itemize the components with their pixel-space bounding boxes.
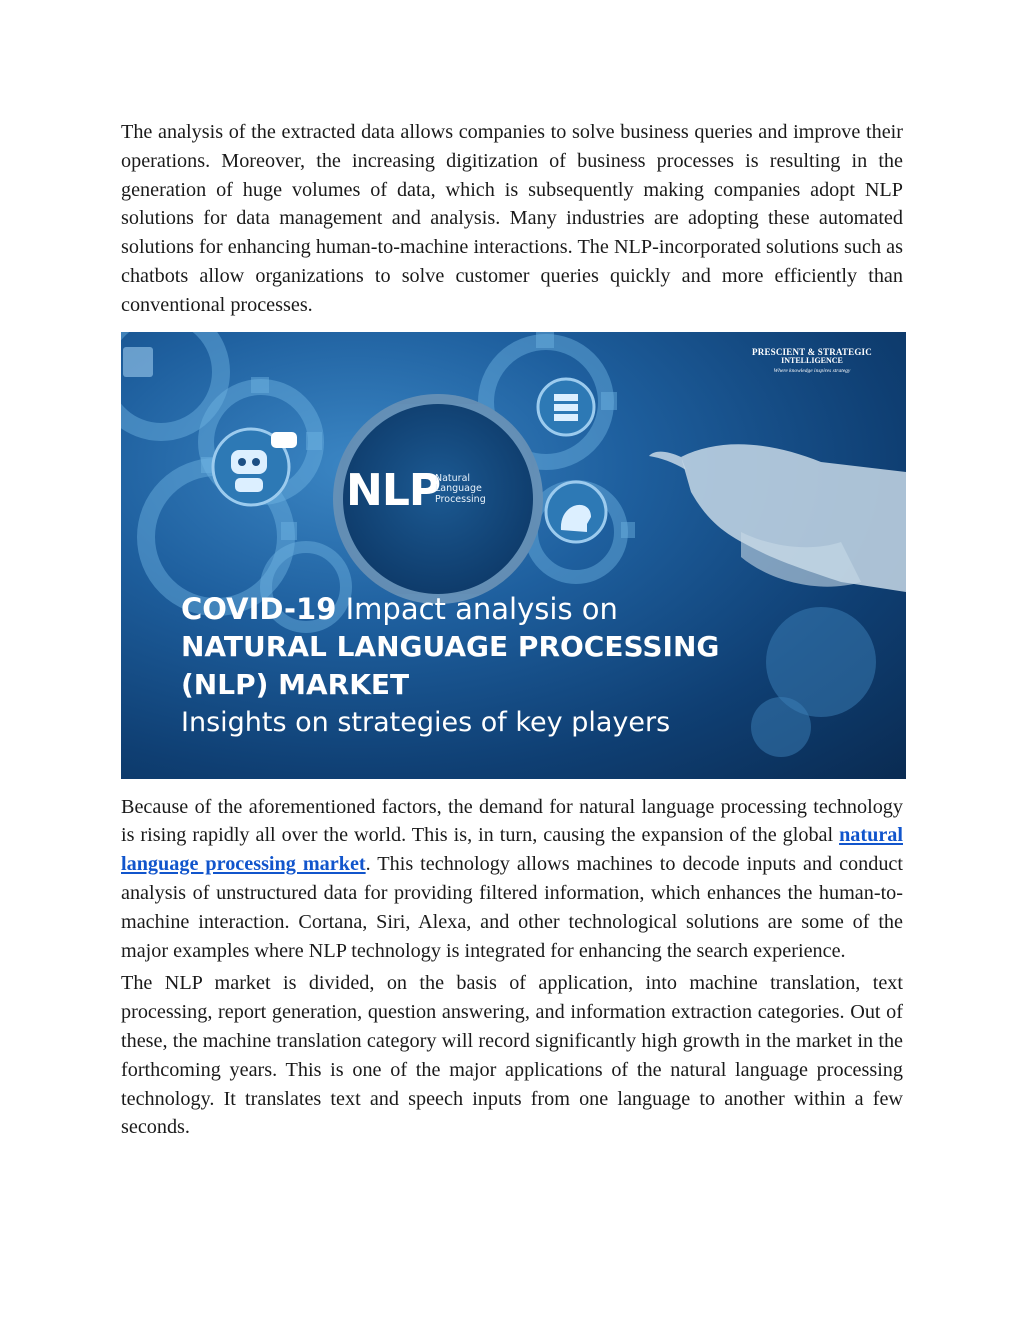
- headline-line-4: Insights on strategies of key players: [181, 706, 671, 738]
- nlp-abbreviation: NLP: [346, 464, 441, 516]
- paragraph-segmentation: The NLP market is divided, on the basis of application, into machine translation, text processing, report generation, question answering, and information extraction categories. Out of these, the machine translation category will record significantly high growth in the market in the forthcoming years. This is one of the major applications of the natural language processing technology. It translates text and speech inputs from one language to another within a few seconds.: [121, 972, 903, 1139]
- database-icon: [538, 379, 594, 435]
- headline-line-1: COVID-19 Impact analysis on: [181, 591, 618, 626]
- paragraph-analysis: The analysis of the extracted data allows companies to solve business queries and improve their operations. Moreover, the increasing digitization of business processes is resulting in the generation of huge volumes of data, which is subsequently making companies adopt NLP solutions for data management and analysis. Many industries are adopting these automated solutions for enhancing human-to-machine interactions. The NLP-incorporated solutions such as chatbots allow organizations to solve customer queries quickly and more efficiently than conventional processes.: [121, 121, 903, 316]
- prescient-strategic-logo: PRESCIENT & STRATEGIC INTELLIGENCE Where knowledge inspires strategy: [752, 346, 872, 375]
- nlp-market-link[interactable]: natural language processing market: [121, 824, 903, 876]
- banner-headline: [181, 590, 881, 742]
- devices-icon: [123, 347, 153, 377]
- document-page: [121, 118, 903, 1142]
- headline-line-2: NATURAL LANGUAGE PROCESSING: [181, 629, 720, 663]
- paragraph-demand: Because of the aforementioned factors, the demand for natural language processing technology is rising rapidly all over the world. This is, in turn, causing the expansion of the global natural language processing market. This technology allows machines to decode inputs and conduct analysis of unstructured data for providing filtered information, which enhances the human-to-machine interaction. Cortana, Siri, Alexa, and other technological solutions are some of the major examples where NLP technology is integrated for enhancing the search experience.: [121, 795, 903, 962]
- nlp-market-banner-image: [121, 332, 906, 779]
- headline-line-3: (NLP) MARKET: [181, 667, 410, 701]
- pointing-hand-graphic: [649, 444, 906, 592]
- head-gears-icon: [546, 482, 606, 542]
- nlp-full-name: Natural Language Processing: [435, 472, 486, 505]
